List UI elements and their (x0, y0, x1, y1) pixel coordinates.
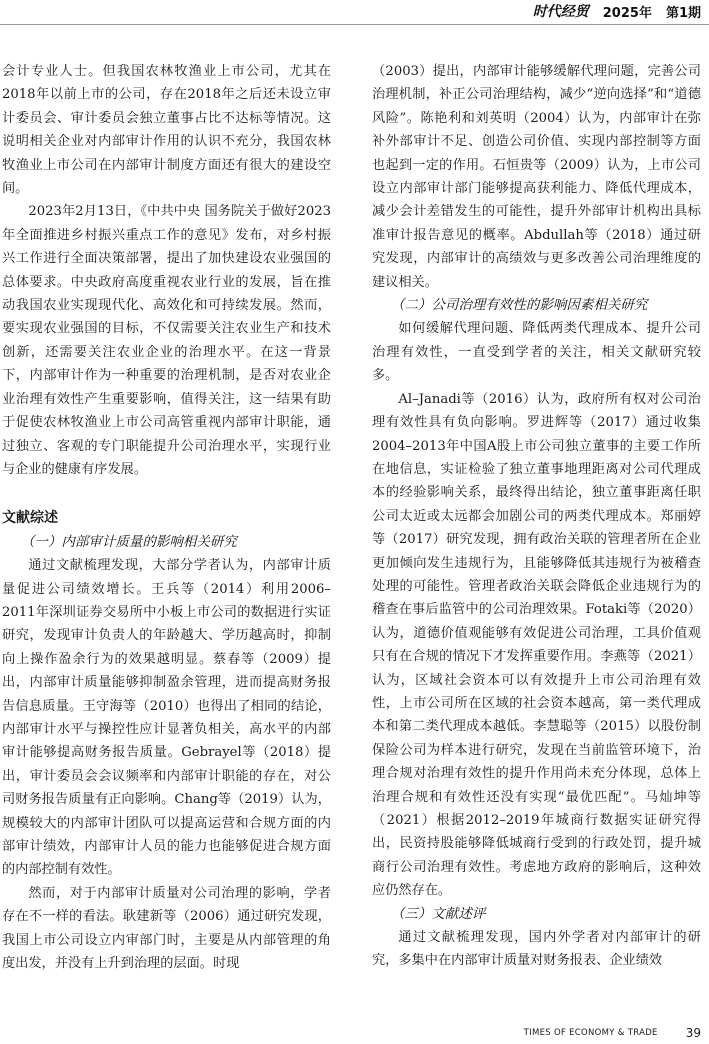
journal-name: 时代经贸 (532, 4, 589, 20)
paragraph: 2023年2月13日，《中共中央 国务院关于做好2023年全面推进乡村振兴重点工作的意见》发布，对乡村振兴工作进行全面决策部署，提出了加快建设农业强国的总体要求。中央政府高度重视农业行业的发展，旨在推动我国农业实现现代化、高效化和可持续发展。然而，要实现农业强国的目标，不仅需要关注农业生产和技术创新，还需要关注农业企业的治理水平。在这一背景下，内部审计作为一种重要的治理机制，是否对农业企业治理有效性产生重要影响，值得关注，这一结果有助于促使农林牧渔业上市公司高管重视内部审计职能，通过独立、客观的专门职能提升公司治理水平，实现行业与企业的健康有序发展。 (2, 204, 331, 477)
footer-journal-brand: TIMES OF ECONOMY & TRADE (523, 1028, 658, 1038)
right-column (372, 60, 701, 973)
paragraph: 通过文献梳理发现，国内外学者对内部审计的研究，多集中在内部审计质量对财务报表、企业绩效 (372, 930, 701, 969)
page-footer (524, 1026, 701, 1040)
paragraph: 然而，对于内部审计质量对公司治理的影响，学者存在不一样的看法。耿建新等（2006）通过研究发现，我国上市公司设立内审部门时，主要是从内部管理的角度出发，并没有上升到治理的层面。时现 (2, 885, 331, 972)
paragraph: 会计专业人士。但我国农林牧渔业上市公司，尤其在2018年以前上市的公司，存在2018年之后还未设立审计委员会、审计委员会独立董事占比不达标等情况。这说明相关企业对内部审计作用的认识不充分，我国农林牧渔业上市公司在内部审计制度方面还有很大的建设空间。 (2, 64, 331, 197)
header-divider (0, 24, 709, 25)
page-number: 39 (685, 1026, 701, 1040)
page-header (533, 0, 701, 22)
left-column (2, 60, 331, 975)
paragraph: 通过文献梳理发现，大部分学者认为，内部审计质量促进公司绩效增长。王兵等（2014）利用2006–2011年深圳证券交易所中小板上市公司的数据进行实证研究，发现审计负责人的年龄越大、学历越高时，抑制向上操作盈余行为的效果越明显。蔡春等（2009）提出，内部审计质量能够抑制盈余管理，进而提高财务报告信息质量。王守海等（2010）也得出了相同的结论，内部审计水平与操控性应计显著负相关，高水平的内部审计能够提高财务报告质量。Gebrayel等（2018）提出，审计委员会会议频率和内部审计职能的存在，对公司财务报告质量有正向影响。Chang等（2019）认为，规模较大的内部审计团队可以提高运营和合规方面的内部审计绩效，内部审计人员的能力也能够促进合规方面的内部控制有效性。 (2, 558, 331, 878)
issue-number: 第1期 (665, 5, 701, 21)
paragraph: 如何缓解代理问题、降低两类代理成本、提升公司治理有效性，一直受到学者的关注，相关文献研究较多。 (372, 321, 701, 384)
paragraph: Al–Janadi等（2016）认为，政府所有权对公司治理有效性具有负向影响。罗进辉等（2017）通过收集2004–2013年中国A股上市公司独立董事的主要工作所在地信息，实证检验了独立董事地理距离对公司代理成本的经验影响关系，最终得出结论，独立董事距离任职公司太近或太远都会加剧公司的两类代理成本。郑丽婷等（2017）研究发现，拥有政治关联的管理者所在企业更加倾向发生违规行为，且能够降低其违规行为被稽查处理的可能性。管理者政治关联会降低企业违规行为的稽查在事后监管中的公司治理效果。Fotaki等（2020）认为，道德价值观能够有效促进公司治理，工具价值观只有在合规的情况下才发挥重要作用。李燕等（2021）认为，区域社会资本可以有效提升上市公司治理有效性，上市公司所在区域的社会资本越高，第一类代理成本和第二类代理成本越低。李慧聪等（2015）以股份制保险公司为样本进行研究，发现在当前监管环境下，治理合规对治理有效性的提升作用尚未充分体现，总体上治理合规和有效性还没有实现“最优匹配”。马灿坤等（2021）根据2012–2019年城商行数据实证研究得出，民资持股能够降低城商行受到的行政处罚，提升城商行公司治理有效性。考虑地方政府的影响后，这种效应仍然存在。 (372, 391, 701, 899)
section-title-literature-review: 文献综述 (2, 510, 58, 527)
subsection-title-audit-quality: （一）内部审计质量的影响相关研究 (20, 533, 237, 550)
subsection-title-review: （三）文献述评 (390, 905, 486, 922)
issue-year: 2025年 (602, 5, 652, 21)
subsection-title-governance-factors: （二）公司治理有效性的影响因素相关研究 (390, 297, 648, 314)
paragraph: （2003）提出，内部审计能够缓解代理问题，完善公司治理机制，补正公司治理结构，减少“逆向选择”和“道德风险”。陈艳利和刘英明（2004）认为，内部审计在弥补外部审计不足、创造公司价值、实现内部控制等方面也起到一定的作用。石恒贵等（2009）认为，上市公司设立内部审计部门能够提高获利能力、降低代理成本，减少会计差错发生的可能性，提升外部审计机构出具标准审计报告意见的概率。Abdullah等（2018）通过研究发现，内部审计的高绩效与更多改善公司治理维度的建议相关。 (372, 64, 701, 290)
